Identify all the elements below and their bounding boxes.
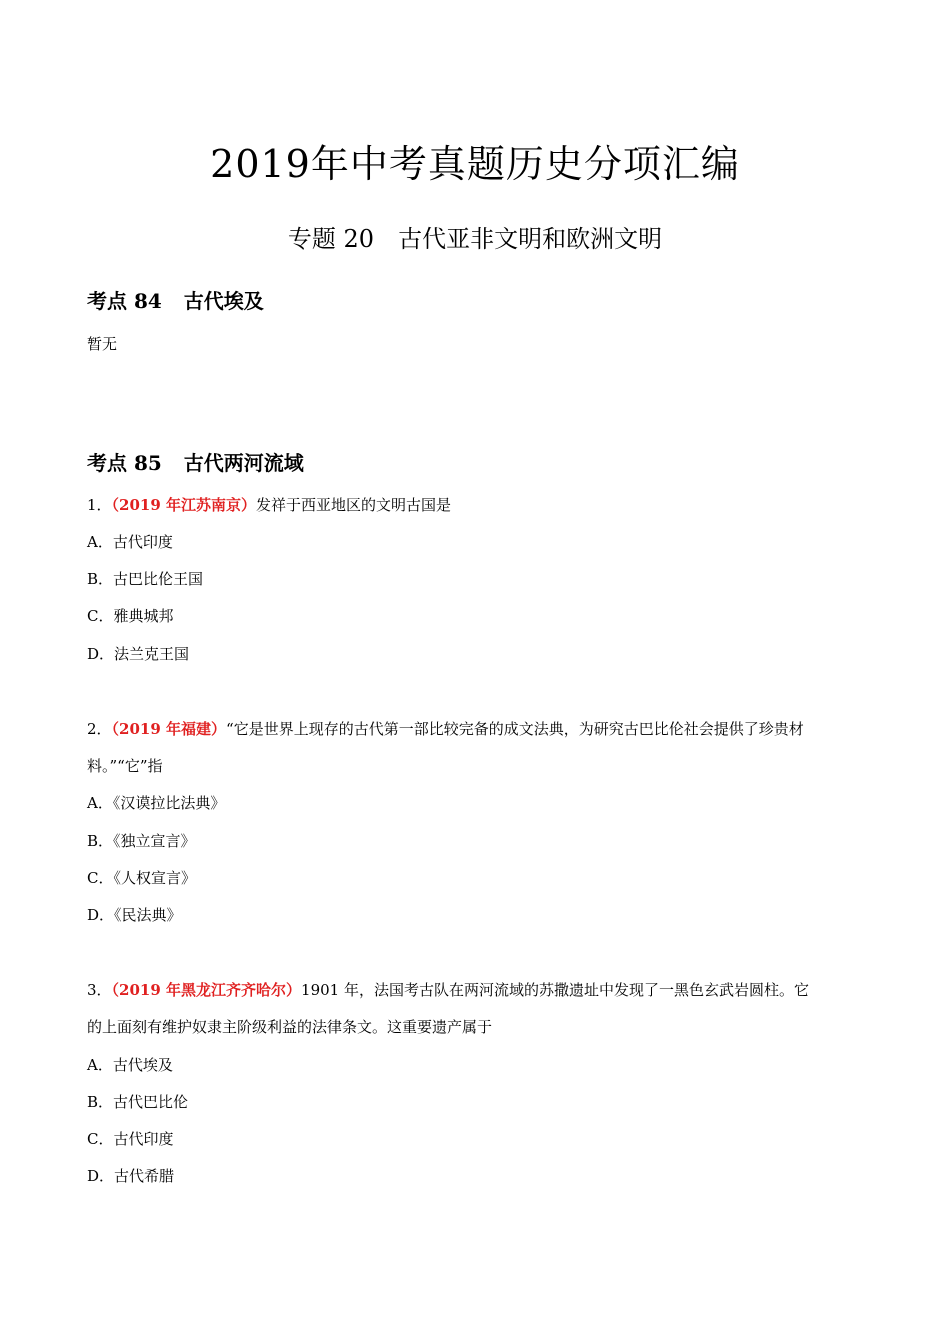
question-3-stem — [87, 978, 809, 1002]
question-source: （2019 年黑龙江齐齐哈尔） — [111, 981, 302, 999]
question-2-option-b: B．《独立宣言》 — [87, 832, 196, 850]
question-2-stem — [87, 717, 804, 741]
question-2-option-d: D．《民法典》 — [87, 906, 182, 924]
question-3-option-c: C．古代印度 — [87, 1130, 174, 1148]
question-1-option-d: D．法兰克王国 — [87, 645, 190, 663]
question-text: 1901 年，法国考古队在两河流域的苏撒遗址中发现了一黑色玄武岩圆柱。它 — [301, 981, 809, 999]
question-number: 2． — [87, 720, 112, 738]
question-3-option-b: B．古代巴比伦 — [87, 1093, 189, 1111]
question-2-option-c: C．《人权宣言》 — [87, 869, 196, 887]
section-note: 暂无 — [87, 335, 118, 353]
question-source: （2019 年江苏南京） — [111, 496, 257, 514]
section-name: 古代埃及 — [183, 289, 264, 313]
section-number: 考点 85 — [87, 451, 162, 475]
question-2-stem-continued: 料。”“它”指 — [87, 757, 163, 775]
document-subtitle: 专题 20 古代亚非文明和欧洲文明 — [287, 225, 663, 253]
section-heading-84 — [87, 287, 264, 315]
question-text: “它是世界上现存的古代第一部比较完备的成文法典，为研究古巴比伦社会提供了珍贵材 — [226, 720, 804, 738]
section-heading-85 — [87, 449, 304, 477]
question-source: （2019 年福建） — [111, 720, 227, 738]
question-1-stem — [87, 493, 451, 517]
question-text: 发祥于西亚地区的文明古国是 — [256, 496, 452, 514]
question-number: 3． — [87, 981, 112, 999]
question-3-option-a: A．古代埃及 — [87, 1056, 173, 1074]
question-1-option-b: B．古巴比伦王国 — [87, 570, 204, 588]
question-number: 1． — [87, 496, 112, 514]
question-1-option-a: A．古代印度 — [87, 533, 173, 551]
section-number: 考点 84 — [87, 289, 162, 313]
question-3-stem-continued: 的上面刻有维护奴隶主阶级利益的法律条文。这重要遗产属于 — [87, 1018, 493, 1036]
document-title: 2019年中考真题历史分项汇编 — [210, 142, 740, 186]
section-name: 古代两河流域 — [183, 451, 304, 475]
question-1-option-c: C．雅典城邦 — [87, 607, 174, 625]
question-2-option-a: A．《汉谟拉比法典》 — [87, 794, 226, 812]
question-3-option-d: D．古代希腊 — [87, 1167, 175, 1185]
